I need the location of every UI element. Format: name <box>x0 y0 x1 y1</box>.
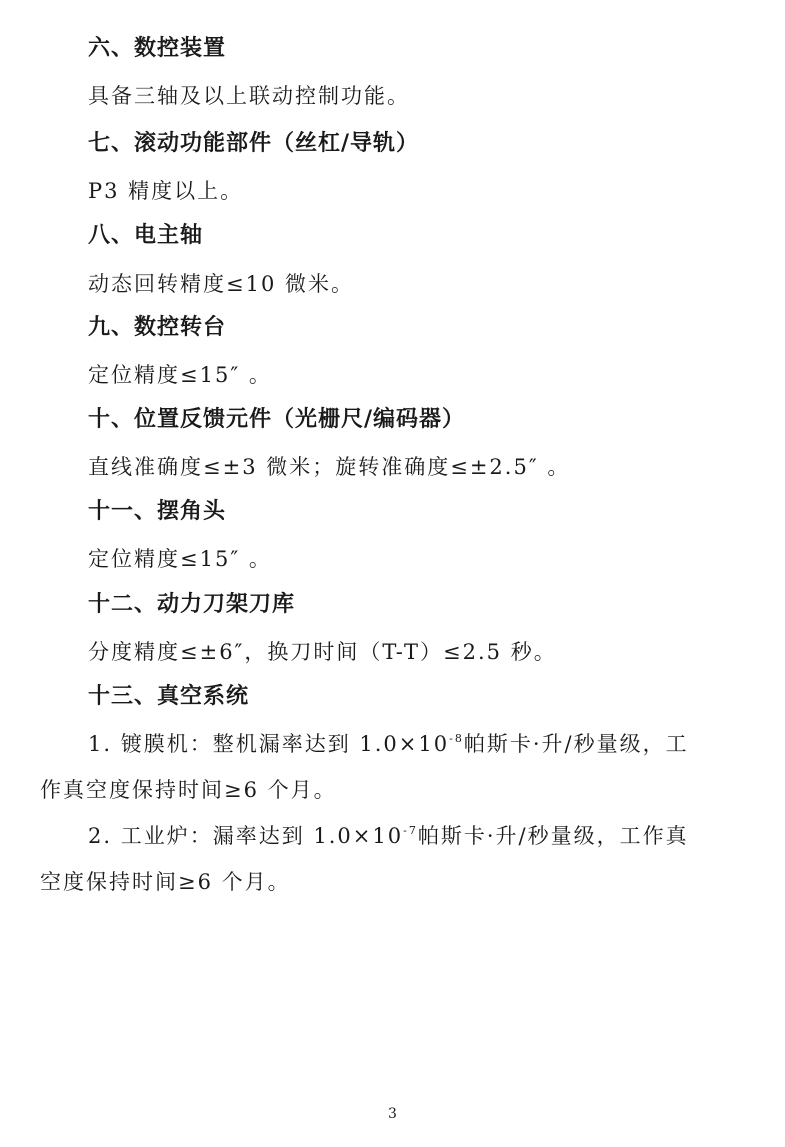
paragraph-line: 作真空度保持时间≥6 个月。 <box>40 778 337 802</box>
exponent: -7 <box>403 824 418 837</box>
section-heading: 六、数控装置 <box>88 36 227 61</box>
exponent: -8 <box>449 732 464 745</box>
section-10 <box>88 405 748 482</box>
text-segment: 1. 镀膜机：整机漏率达到 1.0×10 <box>88 732 450 756</box>
section-text: 定位精度≤15″ 。 <box>88 363 272 387</box>
section-heading: 十一、摆角头 <box>88 499 227 524</box>
section-text: 动态回转精度≤10 微米。 <box>88 272 354 296</box>
paragraph-line <box>40 729 740 759</box>
paragraph-line <box>40 821 740 851</box>
section-13 <box>88 682 748 712</box>
section-heading: 十三、真空系统 <box>88 684 250 709</box>
section-6 <box>88 34 748 111</box>
section-heading: 八、电主轴 <box>88 223 204 248</box>
section-9 <box>88 313 748 390</box>
text-segment: 2. 工业炉：漏率达到 1.0×10 <box>88 824 404 848</box>
page-number: 3 <box>388 1106 397 1122</box>
section-text: P3 精度以上。 <box>88 179 244 203</box>
section-text: 分度精度≤±6″，换刀时间（T-T）≤2.5 秒。 <box>88 640 557 664</box>
section-8 <box>88 221 748 299</box>
section-text: 定位精度≤15″ 。 <box>88 547 272 571</box>
section-text: 直线准确度≤±3 微米；旋转准确度≤±2.5″ 。 <box>88 455 571 479</box>
section-heading: 十、位置反馈元件（光栅尺/编码器） <box>88 407 466 432</box>
paragraph-line: 空度保持时间≥6 个月。 <box>40 870 291 894</box>
vacuum-item-coating-machine <box>40 729 740 805</box>
vacuum-item-industrial-furnace <box>40 821 740 897</box>
section-12 <box>88 590 748 667</box>
section-7 <box>88 129 748 206</box>
section-11 <box>88 497 748 574</box>
section-heading: 七、滚动功能部件（丝杠/导轨） <box>88 131 420 156</box>
section-heading: 九、数控转台 <box>88 315 227 340</box>
text-segment: 帕斯卡·升/秒量级，工 <box>463 732 689 756</box>
section-text: 具备三轴及以上联动控制功能。 <box>88 84 410 108</box>
text-segment: 帕斯卡·升/秒量级，工作真 <box>417 824 689 848</box>
section-heading: 十二、动力刀架刀库 <box>88 592 296 617</box>
